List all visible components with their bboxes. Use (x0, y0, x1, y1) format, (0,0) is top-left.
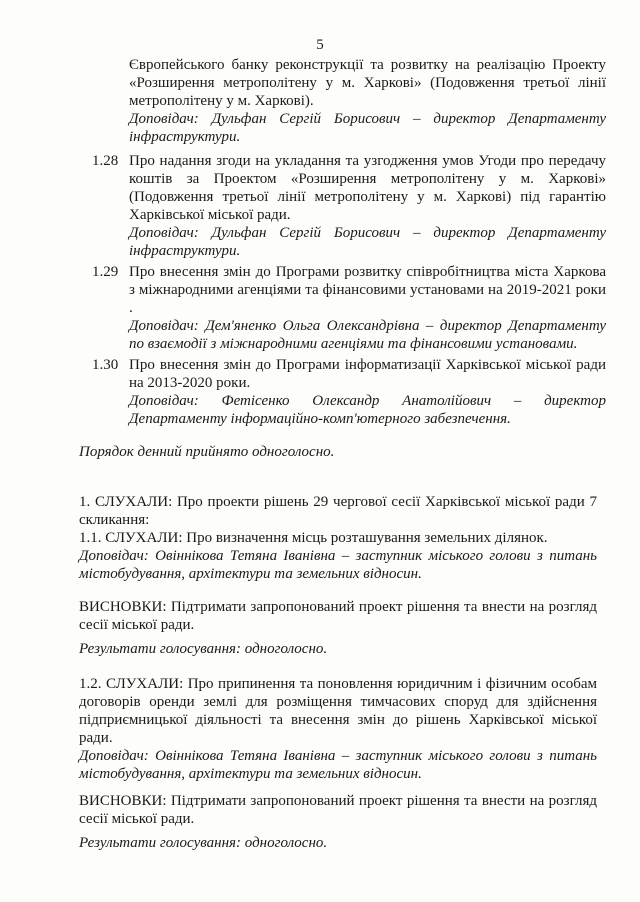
agenda-adopted: Порядок денний прийнято одноголосно. (79, 444, 335, 460)
conclusion-1-1: ВИСНОВКИ: Підтримати запропонований проект рішення та внести на розгляд сесії міської ради. (79, 599, 597, 633)
item-number: 1.30 (92, 357, 119, 373)
item-speaker: Доповідач: Дульфан Сергій Борисович – директор Департаменту інфраструктури. (129, 225, 606, 259)
section-heading: 1. СЛУХАЛИ: Про проекти рішень 29 чергової сесії Харківської міської ради 7 скликання: (79, 494, 597, 528)
item-speaker: Доповідач: Фетісенко Олександр Анатолійович – директор Департаменту інформаційно-комп'ютерного забезпечення. (129, 393, 606, 427)
item-number: 1.28 (92, 153, 119, 169)
conclusion-1-2: ВИСНОВКИ: Підтримати запропонований проект рішення та внести на розгляд сесії міської ради. (79, 793, 597, 827)
subsection-heading: 1.1. СЛУХАЛИ: Про визначення місць розташування земельних ділянок. (79, 530, 548, 546)
item-number: 1.29 (92, 264, 119, 280)
vote-result-1-1: Результати голосування: одноголосно. (79, 641, 328, 657)
subsection-speaker: Доповідач: Овіннікова Тетяна Іванівна – заступник міського голови з питань містобудування, архітектури та земельних відносин. (79, 748, 597, 782)
section-1 (79, 493, 597, 583)
subsection-heading: 1.2. СЛУХАЛИ: Про припинення та поновлення юридичним і фізичним особам договорів оренди землі для розміщення тимчасових споруд для здійснення підприємницької діяльності та внесення змін до рішень Харківської міської ради. (79, 676, 597, 746)
item-text: Про надання згоди на укладання та узгодження умов Угоди про передачу коштів за Проектом «Розширення метрополітену у м. Харкові» (Подовження третьої лінії метрополітену у м. Харкові) під гарантію Харківської міської ради. (129, 153, 606, 223)
subsection-1-2 (79, 675, 597, 783)
item-continuation (129, 56, 606, 146)
agenda-item-1-30 (129, 356, 606, 428)
page-number: 5 (316, 37, 324, 53)
agenda-item-1-29 (129, 263, 606, 353)
vote-result-1-2: Результати голосування: одноголосно. (79, 835, 328, 851)
agenda-item-1-28 (129, 152, 606, 260)
item-speaker: Доповідач: Дульфан Сергій Борисович – директор Департаменту інфраструктури. (129, 111, 606, 145)
subsection-speaker: Доповідач: Овіннікова Тетяна Іванівна – заступник міського голови з питань містобудування, архітектури та земельних відносин. (79, 548, 597, 582)
item-speaker: Доповідач: Дем'яненко Ольга Олександрівна – директор Департаменту по взаємодії з міжнародними агенціями та фінансовими установами. (129, 318, 606, 352)
item-text: Про внесення змін до Програми інформатизації Харківської міської ради на 2013-2020 роки. (129, 357, 606, 391)
item-text: Європейського банку реконструкції та розвитку на реалізацію Проекту «Розширення метрополітену у м. Харкові» (Подовження третьої лінії метрополітену у м. Харкові). (129, 57, 606, 109)
item-text: Про внесення змін до Програми розвитку співробітництва міста Харкова з міжнародними агенціями та фінансовими установами на 2019-2021 роки . (129, 264, 606, 316)
